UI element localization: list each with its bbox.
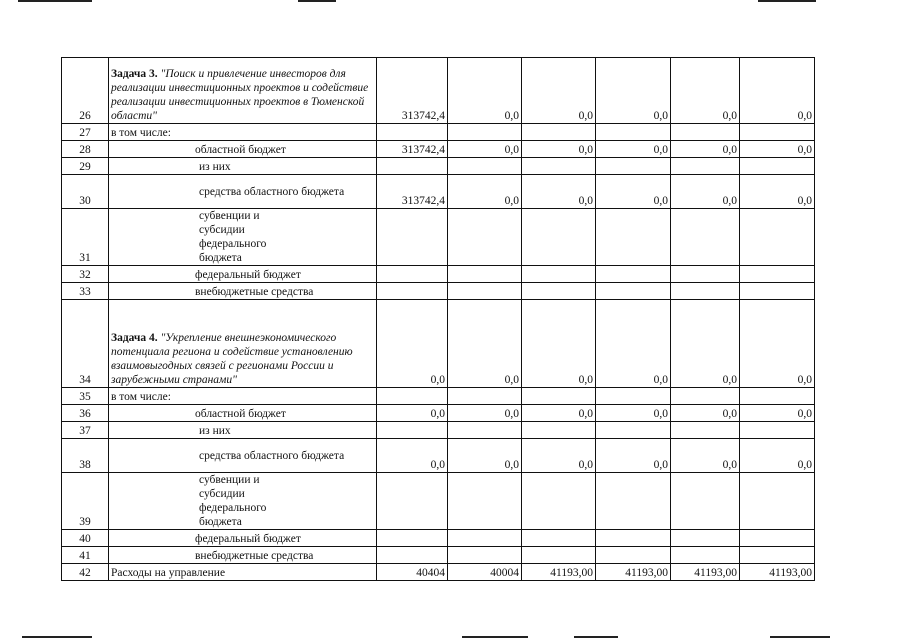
row-label: из них: [109, 158, 377, 175]
value-cell: 0,0: [740, 439, 815, 473]
value-cell: 0,0: [671, 58, 740, 124]
value-cell: 0,0: [671, 439, 740, 473]
value-cell: [377, 473, 448, 530]
value-cell: 40004: [448, 564, 522, 581]
value-cell: 41193,00: [740, 564, 815, 581]
value-cell: [377, 266, 448, 283]
table-row: [62, 266, 815, 283]
value-cell: [522, 473, 596, 530]
value-cell: [740, 283, 815, 300]
value-cell: [522, 283, 596, 300]
value-cell: 0,0: [596, 141, 671, 158]
value-cell: 40404: [377, 564, 448, 581]
value-cell: [740, 124, 815, 141]
value-cell: [448, 266, 522, 283]
value-cell: 0,0: [448, 300, 522, 388]
value-cell: 313742,4: [377, 175, 448, 209]
value-cell: [522, 209, 596, 266]
scan-mark-top-center: [298, 0, 336, 2]
value-cell: 0,0: [448, 58, 522, 124]
row-label: из них: [109, 422, 377, 439]
row-number: 30: [62, 175, 109, 209]
value-cell: [596, 422, 671, 439]
value-cell: [522, 124, 596, 141]
value-cell: 0,0: [522, 141, 596, 158]
value-cell: [377, 530, 448, 547]
value-cell: [522, 158, 596, 175]
value-cell: [596, 209, 671, 266]
value-cell: [596, 547, 671, 564]
row-label: субвенции и субсидии федерального бюджета: [109, 209, 377, 266]
value-cell: [671, 547, 740, 564]
row-number: 29: [62, 158, 109, 175]
row-label: средства областного бюджета: [109, 175, 377, 209]
value-cell: 0,0: [522, 58, 596, 124]
value-cell: 0,0: [448, 405, 522, 422]
value-cell: [522, 530, 596, 547]
value-cell: [377, 158, 448, 175]
value-cell: [596, 473, 671, 530]
value-cell: [448, 209, 522, 266]
value-cell: 0,0: [740, 300, 815, 388]
value-cell: 0,0: [596, 405, 671, 422]
row-number: 31: [62, 209, 109, 266]
value-cell: [671, 266, 740, 283]
value-cell: [740, 388, 815, 405]
value-cell: 0,0: [671, 141, 740, 158]
value-cell: 41193,00: [671, 564, 740, 581]
row-label: областной бюджет: [109, 141, 377, 158]
table-row: [62, 141, 815, 158]
value-cell: [671, 530, 740, 547]
task-description: "Укрепление внешнеэкономического потенциала региона и содействие установлению взаимовыгодных связей с регионами России и зарубежными странами": [111, 332, 353, 386]
row-label: внебюджетные средства: [109, 283, 377, 300]
value-cell: 0,0: [596, 439, 671, 473]
value-cell: [448, 283, 522, 300]
value-cell: [522, 422, 596, 439]
task-title: [109, 300, 377, 388]
value-cell: 0,0: [377, 300, 448, 388]
scan-mark-top-right: [758, 0, 816, 2]
value-cell: [448, 547, 522, 564]
row-number: 33: [62, 283, 109, 300]
value-cell: 0,0: [596, 58, 671, 124]
value-cell: [740, 266, 815, 283]
value-cell: 0,0: [377, 439, 448, 473]
scan-mark-bottom-center: [462, 636, 528, 638]
row-number: 32: [62, 266, 109, 283]
value-cell: [448, 530, 522, 547]
table-row: [62, 564, 815, 581]
row-label: в том числе:: [109, 124, 377, 141]
value-cell: [448, 388, 522, 405]
value-cell: 0,0: [448, 439, 522, 473]
value-cell: 0,0: [740, 405, 815, 422]
row-number: 27: [62, 124, 109, 141]
value-cell: [596, 388, 671, 405]
value-cell: [596, 158, 671, 175]
value-cell: 0,0: [740, 141, 815, 158]
row-label: Расходы на управление: [109, 564, 377, 581]
row-label: субвенции и субсидии федерального бюджета: [109, 473, 377, 530]
table-row: [62, 300, 815, 388]
row-number: 34: [62, 300, 109, 388]
row-label: федеральный бюджет: [109, 266, 377, 283]
value-cell: [448, 473, 522, 530]
value-cell: 0,0: [596, 300, 671, 388]
value-cell: 313742,4: [377, 58, 448, 124]
task-description: "Поиск и привлечение инвесторов для реализации инвестиционных проектов и содействие реализации инвестиционных проектов в Тюменской области": [111, 68, 369, 122]
value-cell: [448, 158, 522, 175]
row-label: в том числе:: [109, 388, 377, 405]
value-cell: 0,0: [740, 175, 815, 209]
value-cell: 0,0: [596, 175, 671, 209]
value-cell: [671, 422, 740, 439]
row-number: 40: [62, 530, 109, 547]
row-number: 38: [62, 439, 109, 473]
value-cell: [671, 388, 740, 405]
table-row: [62, 547, 815, 564]
table-row: [62, 209, 815, 266]
value-cell: [522, 547, 596, 564]
table-row: [62, 388, 815, 405]
table-row: [62, 530, 815, 547]
value-cell: [671, 158, 740, 175]
table-row: [62, 283, 815, 300]
value-cell: [522, 388, 596, 405]
task-label: Задача 4.: [111, 332, 158, 344]
table-row: [62, 58, 815, 124]
value-cell: [377, 388, 448, 405]
value-cell: 41193,00: [522, 564, 596, 581]
value-cell: [596, 283, 671, 300]
row-number: 35: [62, 388, 109, 405]
row-number: 28: [62, 141, 109, 158]
value-cell: [377, 422, 448, 439]
value-cell: [740, 473, 815, 530]
task-title: [109, 58, 377, 124]
value-cell: 41193,00: [596, 564, 671, 581]
table-row: [62, 439, 815, 473]
value-cell: 0,0: [522, 405, 596, 422]
row-label: областной бюджет: [109, 405, 377, 422]
budget-table: [61, 57, 815, 581]
value-cell: [740, 530, 815, 547]
value-cell: 0,0: [522, 439, 596, 473]
value-cell: [671, 124, 740, 141]
value-cell: [740, 209, 815, 266]
row-label: средства областного бюджета: [109, 439, 377, 473]
value-cell: [448, 422, 522, 439]
value-cell: [377, 124, 448, 141]
value-cell: [671, 473, 740, 530]
value-cell: [377, 283, 448, 300]
value-cell: [740, 158, 815, 175]
row-number: 37: [62, 422, 109, 439]
value-cell: 0,0: [377, 405, 448, 422]
value-cell: [522, 266, 596, 283]
table-row: [62, 422, 815, 439]
value-cell: 0,0: [671, 405, 740, 422]
table-row: [62, 175, 815, 209]
value-cell: 0,0: [671, 300, 740, 388]
row-number: 42: [62, 564, 109, 581]
table-row: [62, 158, 815, 175]
scan-mark-bottom-mid: [574, 636, 618, 638]
value-cell: [448, 124, 522, 141]
value-cell: [596, 530, 671, 547]
value-cell: 0,0: [448, 141, 522, 158]
value-cell: [596, 266, 671, 283]
scan-mark-top-left: [18, 0, 92, 2]
scan-mark-bottom-right: [770, 636, 830, 638]
value-cell: [740, 422, 815, 439]
task-label: Задача 3.: [111, 68, 158, 80]
value-cell: [671, 209, 740, 266]
row-number: 41: [62, 547, 109, 564]
value-cell: [377, 209, 448, 266]
table-row: [62, 473, 815, 530]
value-cell: 0,0: [671, 175, 740, 209]
table-row: [62, 405, 815, 422]
row-number: 26: [62, 58, 109, 124]
value-cell: 0,0: [448, 175, 522, 209]
scan-mark-bottom-left: [22, 636, 92, 638]
value-cell: 0,0: [522, 300, 596, 388]
value-cell: [671, 283, 740, 300]
value-cell: [596, 124, 671, 141]
value-cell: 0,0: [740, 58, 815, 124]
row-number: 36: [62, 405, 109, 422]
value-cell: 0,0: [522, 175, 596, 209]
table-row: [62, 124, 815, 141]
value-cell: 313742,4: [377, 141, 448, 158]
row-number: 39: [62, 473, 109, 530]
value-cell: [377, 547, 448, 564]
row-label: внебюджетные средства: [109, 547, 377, 564]
row-label: федеральный бюджет: [109, 530, 377, 547]
value-cell: [740, 547, 815, 564]
